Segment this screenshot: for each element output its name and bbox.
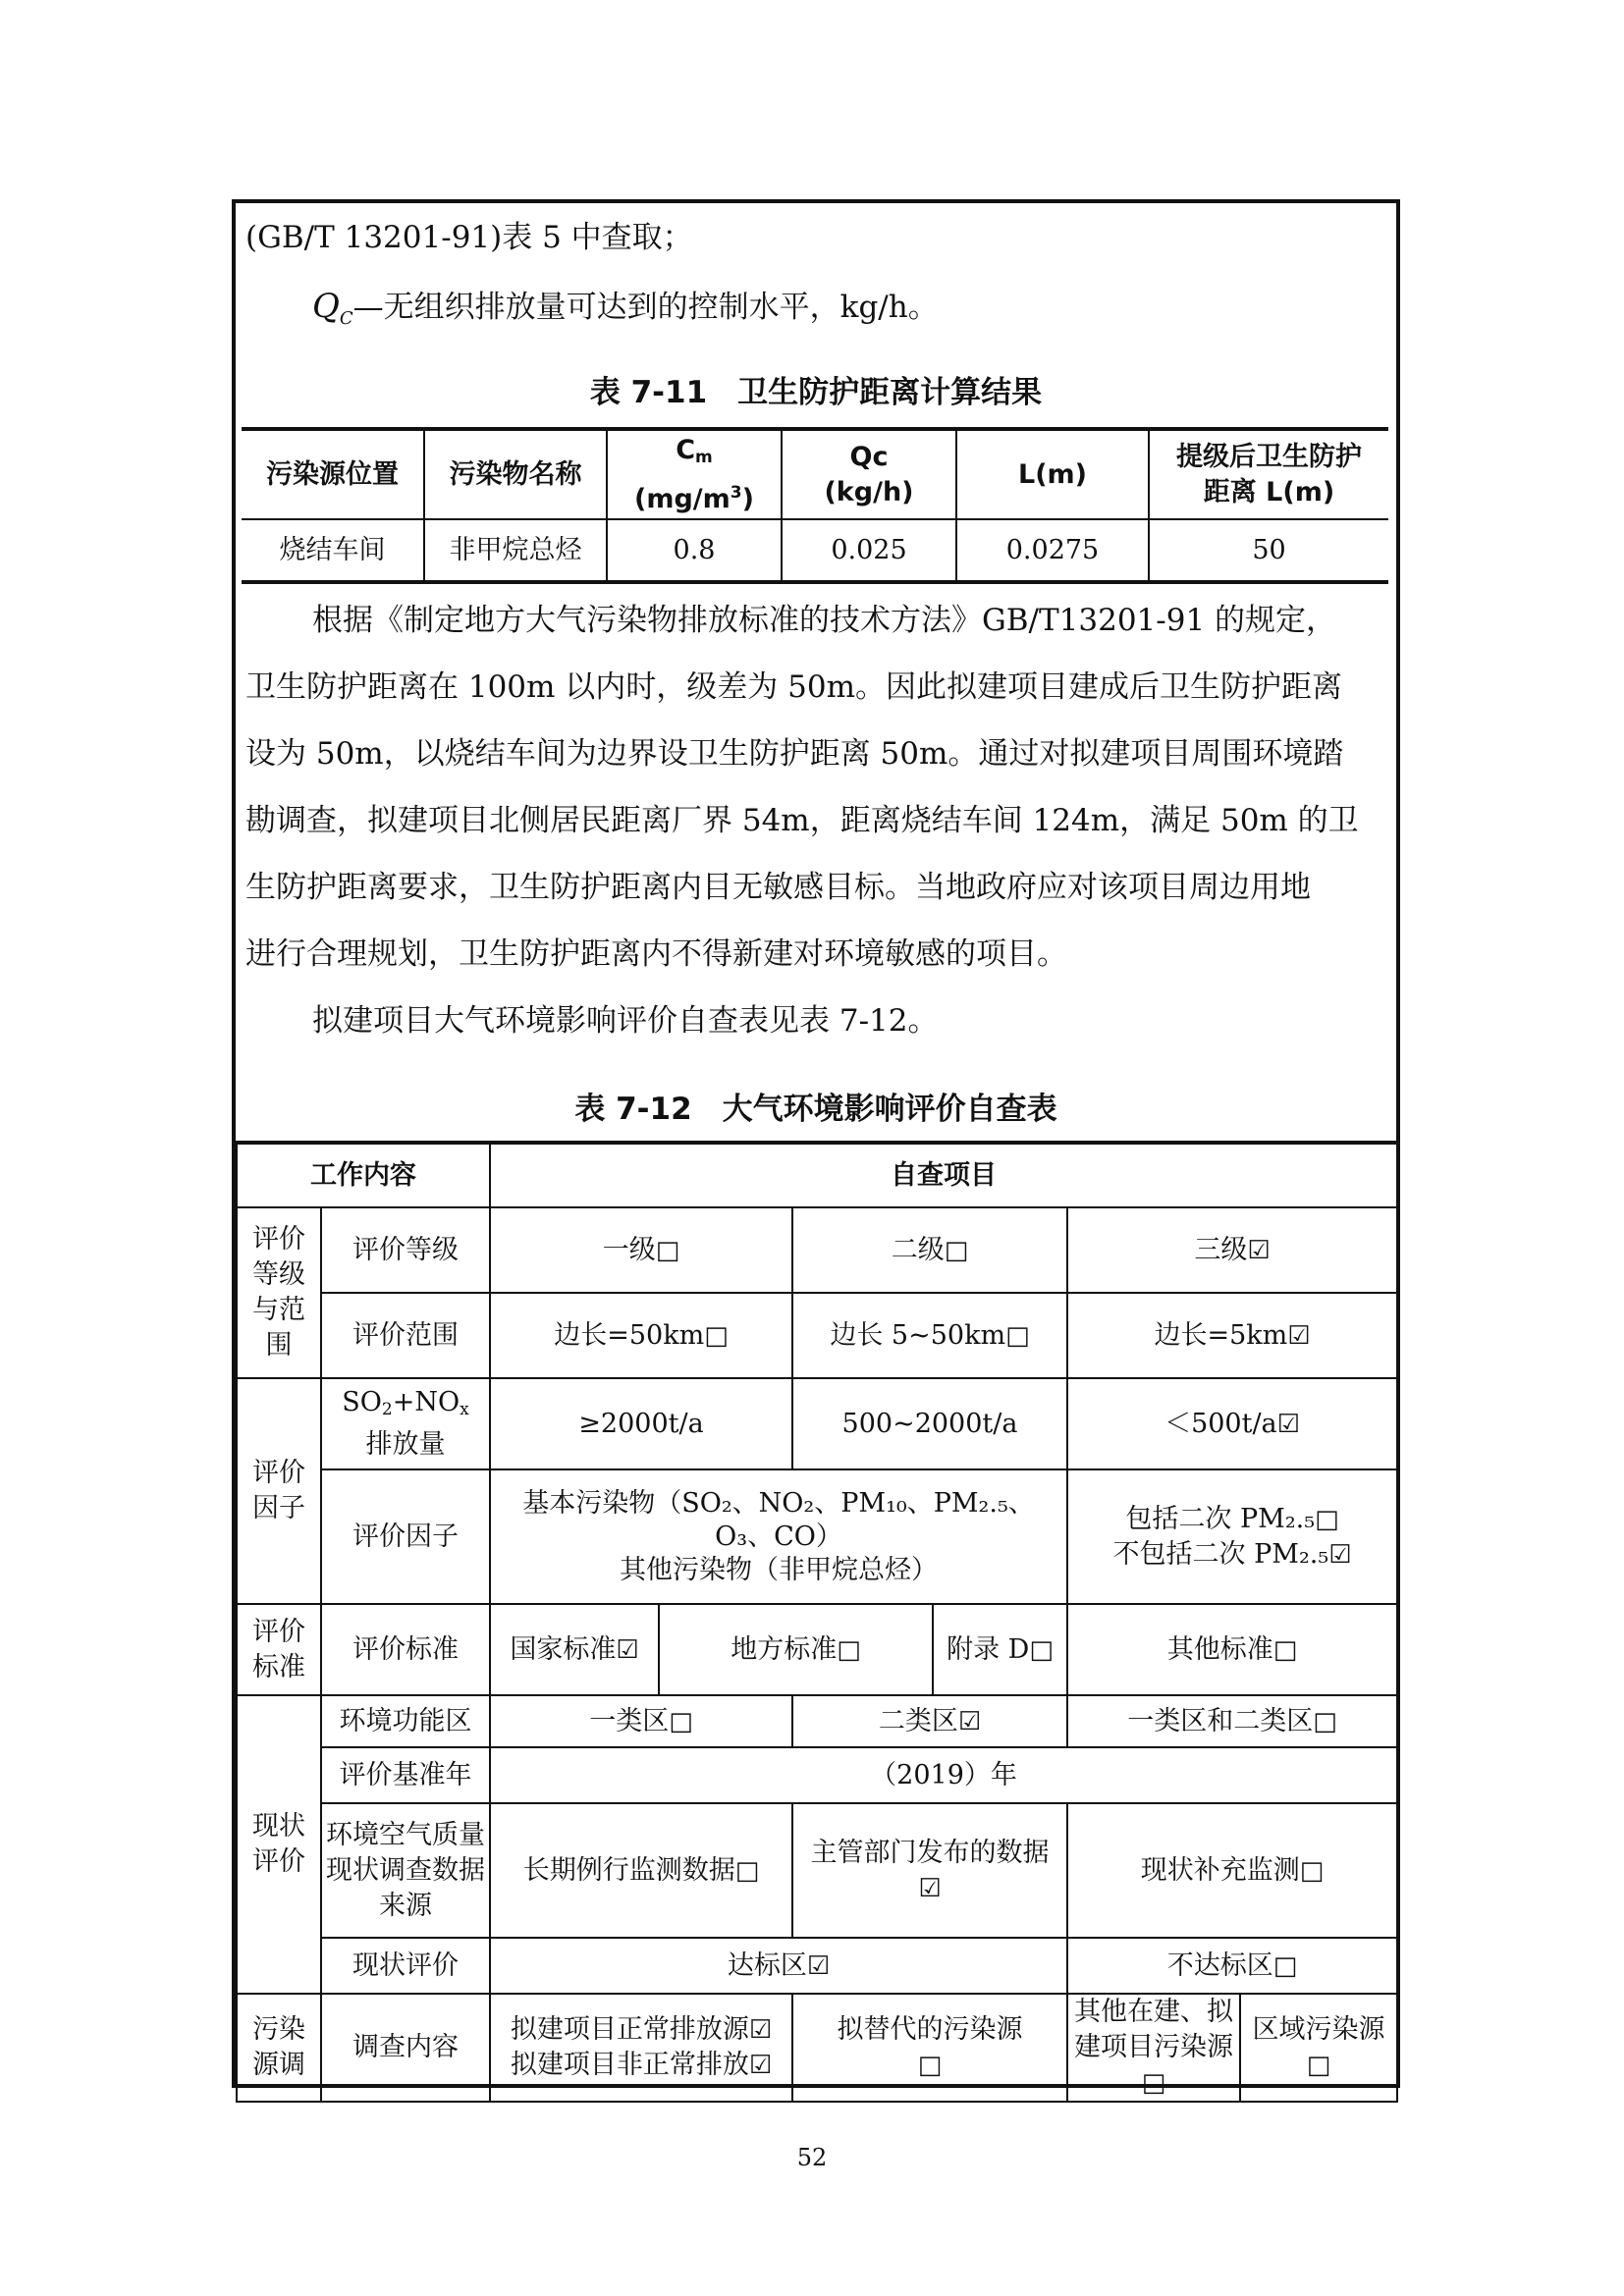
cell-pollutant: 非甲烷总烃 (424, 519, 607, 582)
factor-secondary (1067, 1469, 1397, 1604)
header-source: 污染源位置 (242, 429, 424, 519)
std-option-3 (933, 1604, 1067, 1695)
cell-qc: 0.025 (782, 519, 956, 582)
paragraph-line: 拟建项目大气环境影响评价自查表见表 7-12。 (312, 1003, 939, 1039)
factor-include-label: 包括二次 PM₂.₅ (1125, 1503, 1316, 1534)
header-cm-symbol: C (676, 434, 696, 465)
paragraph-line: 设为 50m，以烧结车间为边界设卫生防护距离 50m。通过对拟建项目周围环境踏 (245, 736, 1344, 772)
status-option-1 (490, 1938, 1067, 1994)
table-row (237, 1207, 1397, 1293)
range-1-label: 边长=50km (554, 1319, 705, 1351)
paragraph-line: 勘调查，拟建项目北侧居民距离厂界 54m，距离烧结车间 124m，满足 50m 的卫 (245, 803, 1359, 838)
table-7-11 (242, 427, 1388, 584)
row-label-status: 现状评价 (321, 1938, 490, 1994)
range-option-1 (490, 1293, 792, 1378)
group-standard: 评价标准 (237, 1604, 321, 1695)
ds-option-2 (792, 1803, 1067, 1938)
factor-list (490, 1469, 1067, 1604)
level-2-label: 二级 (891, 1234, 945, 1265)
survey-option-3 (1067, 1994, 1240, 2102)
level-option-3 (1067, 1207, 1397, 1293)
qc-definition (312, 287, 939, 339)
group-status: 现状评价 (237, 1695, 321, 1994)
factor-other: 其他污染物（非甲烷总烃） (620, 1554, 938, 1585)
header-work-content: 工作内容 (237, 1143, 490, 1207)
emission-suffix: 排放量 (365, 1429, 446, 1460)
unchecked-box-icon: □ (1029, 1634, 1054, 1665)
range-option-2 (792, 1293, 1067, 1378)
survey-option-4 (1240, 1994, 1397, 2102)
std-1-label: 国家标准 (510, 1633, 617, 1665)
table-row (237, 1938, 1397, 1994)
header-cm-sup: 3 (730, 482, 742, 503)
row-label-range: 评价范围 (321, 1293, 490, 1378)
emission-sub-x: x (460, 1400, 469, 1419)
checked-box-icon: ☑ (1287, 1320, 1311, 1351)
cell-cm: 0.8 (607, 519, 782, 582)
level-option-2 (792, 1207, 1067, 1293)
checked-box-icon: ☑ (1247, 1235, 1271, 1265)
status-option-2 (1067, 1938, 1397, 1994)
checked-box-icon: ☑ (616, 1634, 639, 1665)
table-caption-7-12: 表 7-12 大气环境影响评价自查表 (574, 1092, 1057, 1127)
zone-3-label: 一类区和二类区 (1127, 1705, 1314, 1736)
cell-source: 烧结车间 (242, 519, 424, 582)
unchecked-box-icon: □ (917, 2051, 943, 2080)
std-option-1 (490, 1604, 659, 1695)
std-2-label: 地方标准 (731, 1633, 838, 1665)
factor-exclude-label: 不包括二次 PM₂.₅ (1112, 1538, 1329, 1570)
unchecked-box-icon: □ (704, 1320, 729, 1351)
table-header-row (237, 1143, 1397, 1207)
header-qc (782, 429, 956, 519)
survey-normal (491, 2012, 791, 2048)
header-l: L(m) (956, 429, 1149, 519)
qc-subscript: C (339, 308, 353, 330)
level-option-1 (490, 1207, 792, 1293)
zone-1-label: 一类区 (589, 1705, 670, 1736)
unchecked-box-icon: □ (837, 1634, 861, 1665)
survey-4-label: 区域污染源 (1252, 2014, 1385, 2045)
factor-basic: 基本污染物（SO₂、NO₂、PM₁₀、PM₂.₅、O₃、CO） (522, 1487, 1035, 1552)
unchecked-box-icon: □ (1005, 1320, 1030, 1351)
group-level-range: 评价等级与范围 (237, 1207, 321, 1378)
unchecked-box-icon: □ (1315, 1504, 1339, 1534)
emission-3-label: ＜500t/a (1164, 1408, 1277, 1439)
header-pollutant: 污染物名称 (424, 429, 607, 519)
row-label-year: 评价基准年 (321, 1747, 490, 1803)
survey-option-2 (792, 1994, 1067, 2102)
page-number: 52 (796, 2144, 828, 2171)
survey-abnormal-label: 拟建项目非正常排放 (510, 2050, 749, 2080)
zone-2-label: 二类区 (878, 1705, 958, 1736)
table-row (237, 1803, 1397, 1938)
emission-option-1: ≥2000t/a (490, 1378, 792, 1469)
std-4-label: 其他标准 (1166, 1633, 1273, 1665)
table-row (237, 1695, 1397, 1747)
header-cm (607, 429, 782, 519)
table-row (237, 1469, 1397, 1604)
table-row (242, 519, 1388, 582)
emission-option-2: 500~2000t/a (792, 1378, 1067, 1469)
survey-2-label: 拟替代的污染源 (837, 2014, 1023, 2045)
unchecked-box-icon: □ (1306, 2051, 1331, 2080)
ds-option-1 (490, 1803, 792, 1938)
checked-box-icon: ☑ (748, 2015, 773, 2045)
status-1-label: 达标区 (727, 1949, 807, 1981)
checked-box-icon: ☑ (957, 1706, 982, 1736)
row-label-survey: 调查内容 (321, 1994, 490, 2102)
status-2-label: 不达标区 (1166, 1949, 1273, 1981)
std-option-4 (1067, 1604, 1397, 1695)
unchecked-box-icon: □ (655, 1235, 680, 1265)
qc-description: —无组织排放量可达到的控制水平，kg/h。 (352, 290, 939, 325)
unchecked-box-icon: □ (1313, 1706, 1337, 1736)
checked-box-icon: ☑ (806, 1950, 831, 1981)
cell-final: 50 (1149, 519, 1388, 582)
zone-option-3 (1067, 1695, 1397, 1747)
factor-include (1072, 1502, 1392, 1537)
factor-exclude (1072, 1537, 1392, 1573)
survey-abnormal (491, 2048, 791, 2083)
unchecked-box-icon: □ (944, 1235, 969, 1265)
header-check-items: 自查项目 (490, 1143, 1397, 1207)
header-cm-unit: (mg/m (634, 483, 731, 514)
unchecked-box-icon: □ (1272, 1950, 1298, 1981)
year-value: （2019）年 (490, 1747, 1397, 1803)
survey-normal-label: 拟建项目正常排放源 (510, 2014, 749, 2045)
unchecked-box-icon: □ (1272, 1634, 1298, 1665)
range-3-label: 边长=5km (1154, 1319, 1288, 1351)
header-cm-sub: m (695, 447, 713, 467)
ds-option-3 (1067, 1803, 1397, 1938)
table-row (237, 1378, 1397, 1469)
unchecked-box-icon: □ (734, 1855, 760, 1886)
ds-3-label: 现状补充监测 (1140, 1854, 1300, 1886)
paragraph-line: 进行合理规划，卫生防护距离内不得新建对环境敏感的项目。 (245, 936, 1067, 972)
emission-sub-2: 2 (381, 1400, 393, 1419)
header-qc-symbol: Qc (849, 441, 889, 472)
group-factors: 评价因子 (237, 1378, 321, 1604)
table-7-12 (236, 1141, 1398, 2103)
row-label-level: 评价等级 (321, 1207, 490, 1293)
qc-symbol: Q (312, 287, 340, 326)
header-final-b: 距离 L(m) (1203, 476, 1335, 507)
table-row (237, 1994, 1397, 2102)
emission-option-3 (1067, 1378, 1397, 1469)
table-row (237, 1747, 1397, 1803)
unchecked-box-icon: □ (1141, 2068, 1166, 2098)
cell-l: 0.0275 (956, 519, 1149, 582)
std-option-2 (659, 1604, 933, 1695)
text-line: (GB/T 13201-91)表 5 中查取； (245, 220, 693, 255)
header-final-distance (1149, 429, 1388, 519)
zone-option-1 (490, 1695, 792, 1747)
paragraph-line: 卫生防护距离在 100m 以内时，级差为 50m。因此拟建项目建成后卫生防护距离 (245, 669, 1342, 705)
ds-1-label: 长期例行监测数据 (522, 1854, 735, 1886)
row-label-emission (321, 1378, 490, 1469)
ds-2-label: 主管部门发布的数据 (810, 1837, 1050, 1868)
checked-box-icon: ☑ (748, 2051, 773, 2080)
header-final-a: 提级后卫生防护 (1176, 441, 1362, 472)
table-row (237, 1293, 1397, 1378)
survey-option-1 (490, 1994, 792, 2102)
checked-box-icon: ☑ (1276, 1409, 1300, 1439)
header-cm-close: ) (741, 483, 754, 514)
level-1-label: 一级 (602, 1234, 656, 1265)
paragraph-line: 生防护距离要求，卫生防护距离内目无敏感目标。当地政府应对该项目周边用地 (245, 870, 1311, 905)
table-caption-7-11: 表 7-11 卫生防护距离计算结果 (589, 375, 1043, 410)
emission-so: SO (342, 1387, 382, 1417)
group-source-survey: 污染源调 (237, 1994, 321, 2102)
row-label-factor: 评价因子 (321, 1469, 490, 1604)
paragraph-line: 根据《制定地方大气污染物排放标准的技术方法》GB/T13201-91 的规定， (312, 603, 1337, 638)
row-label-standard: 评价标准 (321, 1604, 490, 1695)
zone-option-2 (792, 1695, 1067, 1747)
row-label-data-source: 环境空气质量现状调查数据来源 (321, 1803, 490, 1938)
survey-3-label: 其他在建、拟建项目污染源 (1074, 1997, 1233, 2062)
unchecked-box-icon: □ (1299, 1855, 1325, 1886)
unchecked-box-icon: □ (669, 1706, 693, 1736)
std-3-label: 附录 D (947, 1633, 1030, 1665)
row-label-zone: 环境功能区 (321, 1695, 490, 1747)
emission-no: +NO (392, 1387, 460, 1417)
table-header-row (242, 429, 1388, 519)
checked-box-icon: ☑ (918, 1873, 942, 1903)
level-3-label: 三级 (1194, 1234, 1248, 1265)
range-option-3 (1067, 1293, 1397, 1378)
range-2-label: 边长 5~50km (830, 1319, 1006, 1351)
header-qc-unit: (kg/h) (824, 476, 914, 507)
checked-box-icon: ☑ (1328, 1539, 1352, 1570)
table-row (237, 1604, 1397, 1695)
